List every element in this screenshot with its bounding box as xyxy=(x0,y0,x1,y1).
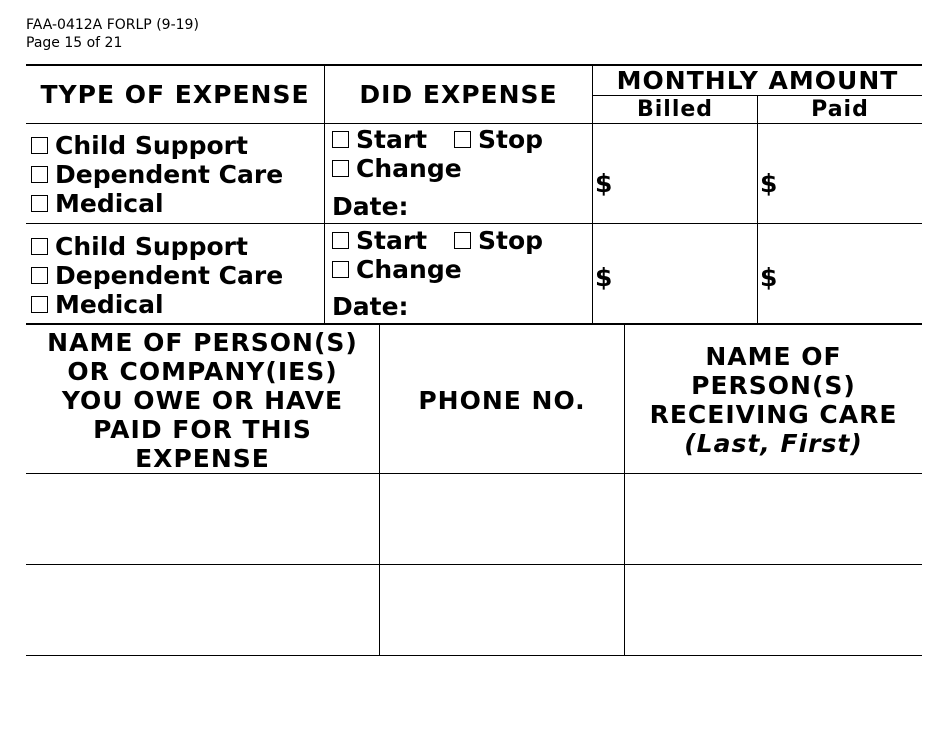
checkbox-option-change[interactable] xyxy=(332,255,462,284)
checkbox-option-medical[interactable] xyxy=(31,290,164,319)
option-label: Start xyxy=(356,125,428,154)
checkbox[interactable] xyxy=(332,131,349,148)
header-line: PERSON(S) xyxy=(691,371,856,400)
payee-name-field[interactable] xyxy=(28,567,377,653)
option-label: Child Support xyxy=(55,131,248,160)
checkbox[interactable] xyxy=(31,238,48,255)
checkbox-option-start[interactable] xyxy=(332,226,427,255)
checkbox-option-stop[interactable] xyxy=(454,226,543,255)
checkbox[interactable] xyxy=(31,195,48,212)
checkbox[interactable] xyxy=(454,131,471,148)
paid-dollar-sign: $ xyxy=(760,263,778,292)
payee-phone-field[interactable] xyxy=(382,567,622,653)
option-label: Stop xyxy=(478,226,544,255)
payee-header-bottom xyxy=(26,473,922,474)
receiving-care-name-field[interactable] xyxy=(627,476,920,562)
paid-amount-field[interactable] xyxy=(777,128,917,220)
receiving-care-name-field[interactable] xyxy=(627,567,920,653)
checkbox[interactable] xyxy=(31,166,48,183)
checkbox-option-child-support[interactable] xyxy=(31,131,248,160)
header-note: (Last, First) xyxy=(684,429,863,458)
checkbox[interactable] xyxy=(332,232,349,249)
billed-amount-field[interactable] xyxy=(612,228,752,320)
payee-name-field[interactable] xyxy=(28,476,377,562)
option-label: Stop xyxy=(478,125,544,154)
date-label: Date: xyxy=(332,292,409,321)
header-line: NAME OF xyxy=(705,342,842,371)
option-label: Change xyxy=(356,154,462,183)
option-label: Dependent Care xyxy=(55,160,284,189)
paid-amount-field[interactable] xyxy=(777,228,917,320)
form-id: FAA-0412A FORLP (9-19) xyxy=(26,17,199,33)
checkbox[interactable] xyxy=(31,267,48,284)
header-line: PAID FOR THIS xyxy=(93,414,312,444)
header-line: RECEIVING CARE xyxy=(649,400,898,429)
payee-row1-bottom xyxy=(26,564,922,565)
header-line: EXPENSE xyxy=(135,443,270,473)
checkbox[interactable] xyxy=(31,137,48,154)
checkbox-option-stop[interactable] xyxy=(454,125,543,154)
checkbox-option-change[interactable] xyxy=(332,154,462,183)
header-phone-no: PHONE NO. xyxy=(418,385,586,415)
date-field[interactable] xyxy=(410,292,586,320)
header-did-expense: DID EXPENSE xyxy=(359,80,558,109)
option-label: Change xyxy=(356,255,462,284)
checkbox[interactable] xyxy=(454,232,471,249)
header-paid: Paid xyxy=(811,97,869,122)
checkbox-option-child-support[interactable] xyxy=(31,232,248,261)
header-monthly-amount: MONTHLY AMOUNT xyxy=(616,65,899,95)
checkbox[interactable] xyxy=(31,296,48,313)
option-label: Medical xyxy=(55,189,164,218)
payee-phone-field[interactable] xyxy=(382,476,622,562)
checkbox-option-dependent-care[interactable] xyxy=(31,261,283,290)
expense-table-bottom xyxy=(26,323,922,325)
payee-row2-bottom xyxy=(26,655,922,656)
header-name-of-payee xyxy=(26,327,379,473)
billed-amount-field[interactable] xyxy=(612,128,752,220)
checkbox-option-medical[interactable] xyxy=(31,189,164,218)
header-line: NAME OF PERSON(S) xyxy=(47,327,358,357)
paid-dollar-sign: $ xyxy=(760,169,778,198)
checkbox-option-start[interactable] xyxy=(332,125,427,154)
checkbox-option-dependent-care[interactable] xyxy=(31,160,283,189)
date-field[interactable] xyxy=(410,192,586,220)
header-billed: Billed xyxy=(636,97,714,122)
header-type-of-expense: TYPE OF EXPENSE xyxy=(40,80,310,109)
header-line: YOU OWE OR HAVE xyxy=(61,385,344,415)
option-label: Dependent Care xyxy=(55,261,284,290)
option-label: Medical xyxy=(55,290,164,319)
col-divider-billed xyxy=(757,95,758,324)
billed-dollar-sign: $ xyxy=(595,263,613,292)
header-line: OR COMPANY(IES) xyxy=(67,356,338,386)
option-label: Start xyxy=(356,226,428,255)
row1-bottom xyxy=(26,223,922,224)
option-label: Child Support xyxy=(55,232,248,261)
header-person-receiving-care xyxy=(625,327,922,473)
page-number: Page 15 of 21 xyxy=(26,35,123,51)
header-row-bottom xyxy=(26,123,922,124)
billed-dollar-sign: $ xyxy=(595,169,613,198)
checkbox[interactable] xyxy=(332,160,349,177)
date-label: Date: xyxy=(332,192,409,221)
checkbox[interactable] xyxy=(332,261,349,278)
